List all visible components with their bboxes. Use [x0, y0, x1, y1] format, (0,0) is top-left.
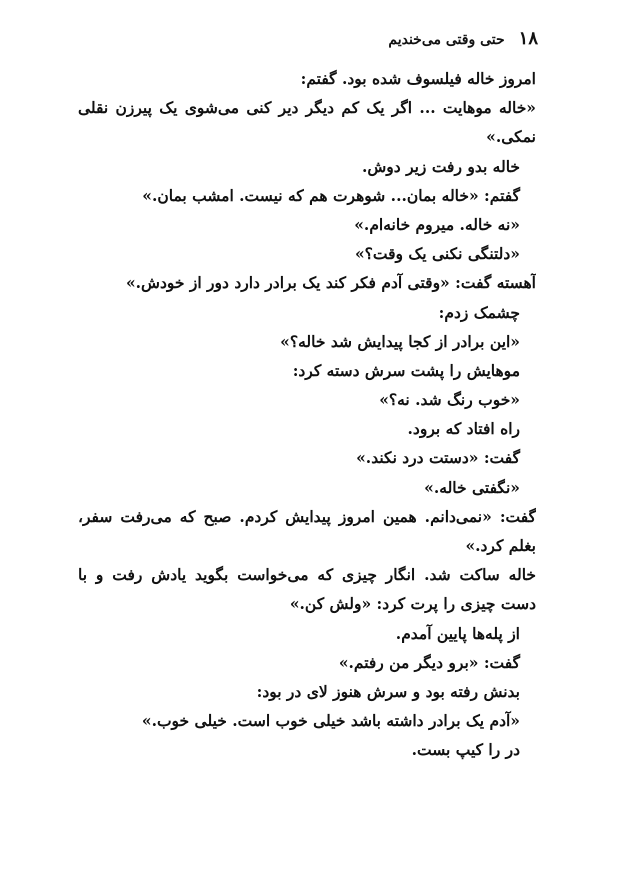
text-line: دست چیزی را پرت کرد: «ولش کن.»	[289, 594, 536, 614]
text-line: گفت: «برو دیگر من رفتم.»	[338, 652, 520, 672]
page-header	[388, 28, 538, 49]
text-line: «آدم یک برادر داشته باشد خیلی خوب است. خیلی خوب.»	[141, 711, 520, 731]
text-line: بدنش رفته بود و سرش هنوز لای در بود:	[256, 681, 520, 701]
text-line: «دلتنگی نکنی یک وقت؟»	[354, 244, 520, 264]
text-line: «این برادر از کجا پیدایش شد خاله؟»	[280, 331, 520, 351]
text-line: بغلم کرد.»	[465, 536, 536, 555]
running-title: حتی وقتی می‌خندیم	[388, 32, 505, 48]
text-line: راه افتاد که برود.	[407, 419, 520, 439]
text-line: امروز خاله فیلسوف شده بود. گفتم:	[300, 69, 536, 88]
text-line: «نگفتی خاله.»	[424, 477, 520, 497]
text-line: «نه خاله. میروم خانه‌ام.»	[354, 214, 520, 234]
text-line: از پله‌ها پایین آمدم.	[395, 623, 520, 643]
text-line: گفت: «دستت درد نکند.»	[356, 448, 520, 468]
text-line: «خوب رنگ شد. نه؟»	[379, 390, 520, 410]
text-line: «خاله موهایت ... اگر یک کم دیگر دیر کنی می‌شوی یک پیرزن نقلی	[78, 98, 536, 118]
text-line: گفت: «نمی‌دانم. همین امروز پیدایش کردم. صبح که می‌رفت سفر،	[78, 506, 536, 526]
text-line: خاله ساکت شد. انگار چیزی که می‌خواست بگوید یادش رفت و با	[78, 565, 536, 585]
text-line: نمکی.»	[486, 127, 536, 147]
text-line: در را کیپ بست.	[411, 740, 520, 760]
page-number: ۱۸	[518, 28, 538, 49]
text-line: موهایش را پشت سرش دسته کرد:	[292, 360, 520, 380]
text-line: آهسته گفت: «وقتی آدم فکر کند یک برادر دارد دور از خودش.»	[125, 273, 536, 293]
text-line: خاله بدو رفت زیر دوش.	[361, 156, 520, 176]
body-text	[78, 64, 536, 765]
text-line: گفتم: «خاله بمان... شوهرت هم که نیست. امشب بمان.»	[142, 185, 520, 205]
text-line: چشمک زدم:	[438, 302, 520, 322]
